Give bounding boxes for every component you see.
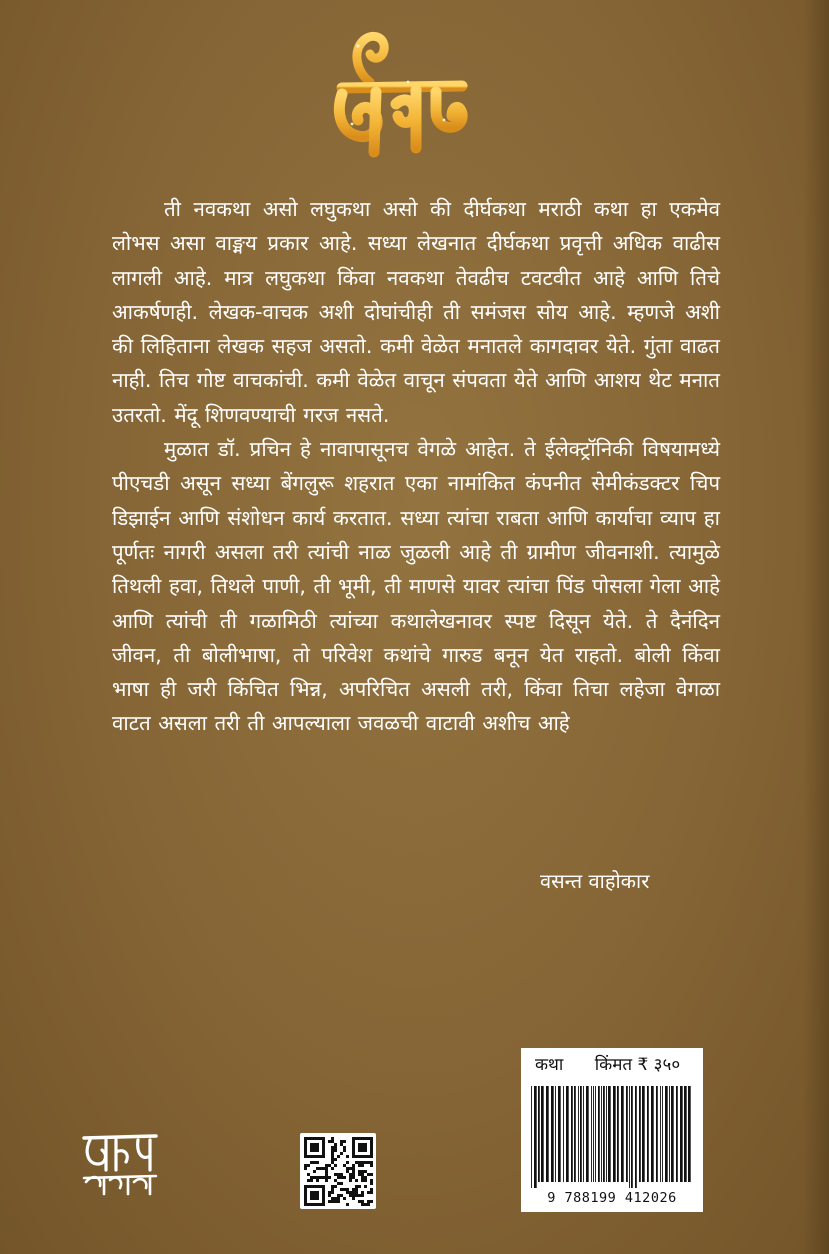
qr-module [370, 1173, 373, 1176]
barcode-bar [558, 1086, 561, 1182]
qr-module [316, 1179, 319, 1182]
qr-module [349, 1194, 352, 1197]
qr-module [331, 1188, 334, 1191]
qr-module [361, 1164, 364, 1167]
qr-module [370, 1200, 373, 1203]
qr-module [310, 1161, 313, 1164]
barcode-bar [651, 1086, 654, 1182]
qr-module [328, 1194, 331, 1197]
barcode-box [521, 1048, 703, 1212]
qr-module [349, 1167, 352, 1170]
qr-module [313, 1170, 316, 1173]
qr-module [328, 1191, 331, 1194]
qr-module [343, 1146, 346, 1149]
qr-module [346, 1170, 349, 1173]
qr-module [319, 1176, 322, 1179]
qr-module [346, 1203, 349, 1206]
title-logo [312, 20, 472, 170]
qr-module [331, 1140, 334, 1143]
qr-module [343, 1149, 346, 1152]
qr-module [352, 1194, 355, 1197]
qr-module [331, 1200, 334, 1203]
barcode-bar [671, 1086, 674, 1182]
barcode-bar [595, 1086, 596, 1182]
barcode-bar [583, 1086, 584, 1182]
qr-module [355, 1185, 358, 1188]
author-signature: वसन्त वाहोकार [540, 869, 650, 893]
barcode-bar [541, 1086, 544, 1182]
qr-module [316, 1161, 319, 1164]
barcode-bar [578, 1086, 579, 1182]
qr-module [334, 1164, 337, 1167]
qr-module [370, 1191, 373, 1194]
qr-module [325, 1170, 328, 1173]
qr-module [355, 1161, 358, 1164]
qr-module [331, 1146, 334, 1149]
qr-module [328, 1164, 331, 1167]
qr-module [367, 1191, 370, 1194]
qr-module [349, 1179, 352, 1182]
qr-module [361, 1176, 364, 1179]
qr-module [307, 1179, 310, 1182]
qr-module [346, 1167, 349, 1170]
qr-module [361, 1194, 364, 1197]
qr-module [343, 1188, 346, 1191]
barcode-bar [613, 1086, 616, 1182]
qr-module [334, 1179, 337, 1182]
qr-module [343, 1140, 346, 1143]
barcode-bar [603, 1086, 605, 1182]
qr-module [313, 1161, 316, 1164]
qr-module [334, 1185, 337, 1188]
spine-shadow [803, 0, 829, 1254]
qr-module [343, 1197, 346, 1200]
barcode-bar [606, 1086, 607, 1182]
qr-code [300, 1133, 376, 1209]
qr-module [367, 1203, 370, 1206]
qr-module [346, 1161, 349, 1164]
qr-module [334, 1149, 337, 1152]
barcode-bar [586, 1086, 589, 1182]
qr-module [352, 1170, 355, 1173]
qr-module [337, 1155, 340, 1158]
qr-module [328, 1200, 331, 1203]
qr-module [364, 1176, 367, 1179]
qr-module [340, 1140, 343, 1143]
barcode-bar [534, 1086, 537, 1188]
qr-module [361, 1191, 364, 1194]
qr-module [352, 1197, 355, 1200]
qr-module [340, 1152, 343, 1155]
qr-module [316, 1167, 319, 1170]
qr-module [340, 1194, 343, 1197]
qr-module [361, 1161, 364, 1164]
qr-module [331, 1155, 334, 1158]
qr-module [343, 1164, 346, 1167]
barcode-bar [563, 1086, 564, 1182]
barcode-bar [551, 1086, 554, 1182]
qr-module [337, 1194, 340, 1197]
barcode-bar [538, 1086, 540, 1182]
barcode-bar [676, 1086, 678, 1182]
qr-module [322, 1167, 325, 1170]
barcode-bar [665, 1086, 668, 1182]
qr-module [367, 1200, 370, 1203]
barcode-bar [684, 1086, 687, 1182]
qr-module [361, 1170, 364, 1173]
barcode-bar [631, 1086, 633, 1188]
qr-module [358, 1194, 361, 1197]
qr-module [355, 1194, 358, 1197]
qr-module [334, 1197, 337, 1200]
qr-module [346, 1155, 349, 1158]
qr-module [340, 1188, 343, 1191]
qr-module [331, 1137, 334, 1140]
qr-finder-module [310, 1191, 319, 1200]
price-label: किंमत ₹ ३५० [594, 1055, 681, 1075]
barcode-bar [647, 1086, 649, 1182]
qr-module [358, 1200, 361, 1203]
qr-module [355, 1179, 358, 1182]
qr-module [352, 1191, 355, 1194]
qr-module [325, 1173, 328, 1176]
qr-module [304, 1164, 307, 1167]
barcode-bar [642, 1086, 645, 1182]
qr-module [334, 1158, 337, 1161]
qr-module [355, 1188, 358, 1191]
barcode-bar [598, 1086, 600, 1182]
barcode-bar [656, 1086, 658, 1182]
qr-module [358, 1173, 361, 1176]
barcode-bar [566, 1086, 569, 1182]
qr-module [349, 1176, 352, 1179]
qr-module [361, 1173, 364, 1176]
barcode-bar [669, 1086, 670, 1182]
barcode-bar [574, 1086, 576, 1182]
qr-module [349, 1191, 352, 1194]
qr-module [361, 1203, 364, 1206]
price-row [535, 1054, 680, 1076]
barcode-bar [680, 1086, 683, 1182]
qr-module [337, 1176, 340, 1179]
isbn-number: 9 788199 412026 [547, 1190, 677, 1206]
category-label: कथा [535, 1055, 564, 1075]
barcode-bar [591, 1086, 592, 1182]
qr-module [352, 1164, 355, 1167]
qr-module [307, 1173, 310, 1176]
qr-module [331, 1152, 334, 1155]
qr-module [325, 1167, 328, 1170]
publisher-logo [80, 1130, 160, 1200]
barcode-bar [617, 1086, 619, 1182]
qr-module [337, 1200, 340, 1203]
qr-module [319, 1167, 322, 1170]
barcode-bar [660, 1086, 661, 1182]
qr-module [358, 1164, 361, 1167]
barcode-bar [580, 1086, 582, 1182]
qr-module [370, 1182, 373, 1185]
barcode-bar [688, 1086, 691, 1182]
qr-module [358, 1170, 361, 1173]
qr-module [334, 1173, 337, 1176]
qr-module [367, 1173, 370, 1176]
qr-module [367, 1161, 370, 1164]
qr-module [364, 1179, 367, 1182]
barcode-bar [621, 1086, 624, 1182]
qr-module [352, 1167, 355, 1170]
qr-module [322, 1176, 325, 1179]
blurb-paragraph-2: मुळात डॉ. प्रचिन हे नावापासूनच वेगळे आहेत. ते ईलेक्ट्रॉनिकी विषयामध्ये पीएचडी असून सध्या बेंगलुरू शहरात एका नामांकित कंपनीत सेमीकंडक्टर चिप डिझाईन आणि संशोधन कार्य करतात. सध्या त्यांचा राबता आणि कार्याचा व्याप हा पूर्णतः नागरी असला तरी त्यांची नाळ जुळली आहे ती ग्रामीण जीवनाशी. त्यामुळे तिथली हवा, तिथले पाणी, ती भूमी, ती माणसे यावर त्यांचा पिंड पोसला गेला आहे आणि त्यांची ती गळामिठी त्यांच्या कथालेखनावर स्पष्ट दिसून येते. ते दैनंदिन जीवन, ती बोलीभाषा, तो परिवेश कथांचे गारुड बनून येत राहतो. बोली किंवा भाषा ही जरी किंचित भिन्न, अपरिचित असली तरी, किंवा तिचा लहेजा वेगळा वाटत असला तरी ती आपल्याला जवळची वाटावी अशीच आहे [112, 437, 720, 736]
qr-module [337, 1197, 340, 1200]
barcode-bar [571, 1086, 573, 1182]
qr-module [364, 1185, 367, 1188]
qr-module [310, 1176, 313, 1179]
barcode-bar [639, 1086, 641, 1182]
blurb-text [112, 192, 720, 741]
barcode-bar [531, 1086, 532, 1188]
qr-module [346, 1191, 349, 1194]
barcode-bar [555, 1086, 556, 1182]
qr-module [352, 1188, 355, 1191]
barcode-bar [626, 1086, 628, 1182]
qr-module [337, 1173, 340, 1176]
qr-module [304, 1167, 307, 1170]
qr-module [310, 1179, 313, 1182]
blurb-paragraph-1: ती नवकथा असो लघुकथा असो की दीर्घकथा मराठी कथा हा एकमेव लोभस असा वाङ्मय प्रकार आहे. सध्या लेखनात दीर्घकथा प्रवृत्ती अधिक वाढीस लागली आहे. मात्र लघुकथा किंवा नवकथा तेवढीच टवटवीत आहे आणि तिचे आकर्षणही. लेखक-वाचक अशी दोघांचीही ती समंजस सोय आहे. म्हणजे अशी की लिहिताना लेखक सहज असतो. कमी वेळेत मनातले कागदावर येते. गुंता वाढत नाही. तिच गोष्ट वाचकांची. कमी वेळेत वाचून संपवता येते आणि आशय थेट मनात उतरतो. मेंदू शिणवण्याची गरज नसते. [112, 197, 720, 427]
qr-module [331, 1185, 334, 1188]
qr-module [334, 1200, 337, 1203]
qr-module [358, 1185, 361, 1188]
qr-module [328, 1140, 331, 1143]
barcode-bar [546, 1086, 549, 1182]
qr-module [364, 1161, 367, 1164]
qr-module [355, 1191, 358, 1194]
qr-module [352, 1173, 355, 1176]
qr-module [325, 1164, 328, 1167]
qr-module [340, 1176, 343, 1179]
qr-module [352, 1176, 355, 1179]
qr-module [331, 1158, 334, 1161]
qr-finder-module [310, 1143, 319, 1152]
qr-module [325, 1179, 328, 1182]
barcode-bar [635, 1086, 637, 1188]
qr-module [316, 1176, 319, 1179]
barcode-bar [629, 1086, 630, 1188]
qr-module [334, 1143, 337, 1146]
qr-module [331, 1191, 334, 1194]
qr-module [340, 1173, 343, 1176]
qr-module [337, 1182, 340, 1185]
qr-module [340, 1182, 343, 1185]
qr-module [334, 1146, 337, 1149]
qr-module [328, 1176, 331, 1179]
qr-finder-module [358, 1143, 367, 1152]
qr-module [331, 1167, 334, 1170]
qr-module [364, 1203, 367, 1206]
qr-module [370, 1179, 373, 1182]
qr-module [307, 1164, 310, 1167]
qr-module [349, 1173, 352, 1176]
qr-module [370, 1164, 373, 1167]
barcode-bar [608, 1086, 611, 1182]
barcode-bar [601, 1086, 602, 1182]
qr-code-pattern [300, 1133, 376, 1209]
qr-module [331, 1161, 334, 1164]
barcode-bar [593, 1086, 594, 1182]
qr-module [370, 1161, 373, 1164]
qr-module [331, 1197, 334, 1200]
qr-module [343, 1176, 346, 1179]
barcode-bar [662, 1086, 663, 1182]
qr-module [325, 1176, 328, 1179]
barcode [529, 1086, 695, 1188]
qr-module [358, 1161, 361, 1164]
qr-module [346, 1188, 349, 1191]
qr-module [364, 1170, 367, 1173]
qr-module [370, 1188, 373, 1191]
qr-module [361, 1179, 364, 1182]
qr-module [361, 1200, 364, 1203]
qr-module [313, 1176, 316, 1179]
qr-module [331, 1149, 334, 1152]
qr-module [340, 1143, 343, 1146]
